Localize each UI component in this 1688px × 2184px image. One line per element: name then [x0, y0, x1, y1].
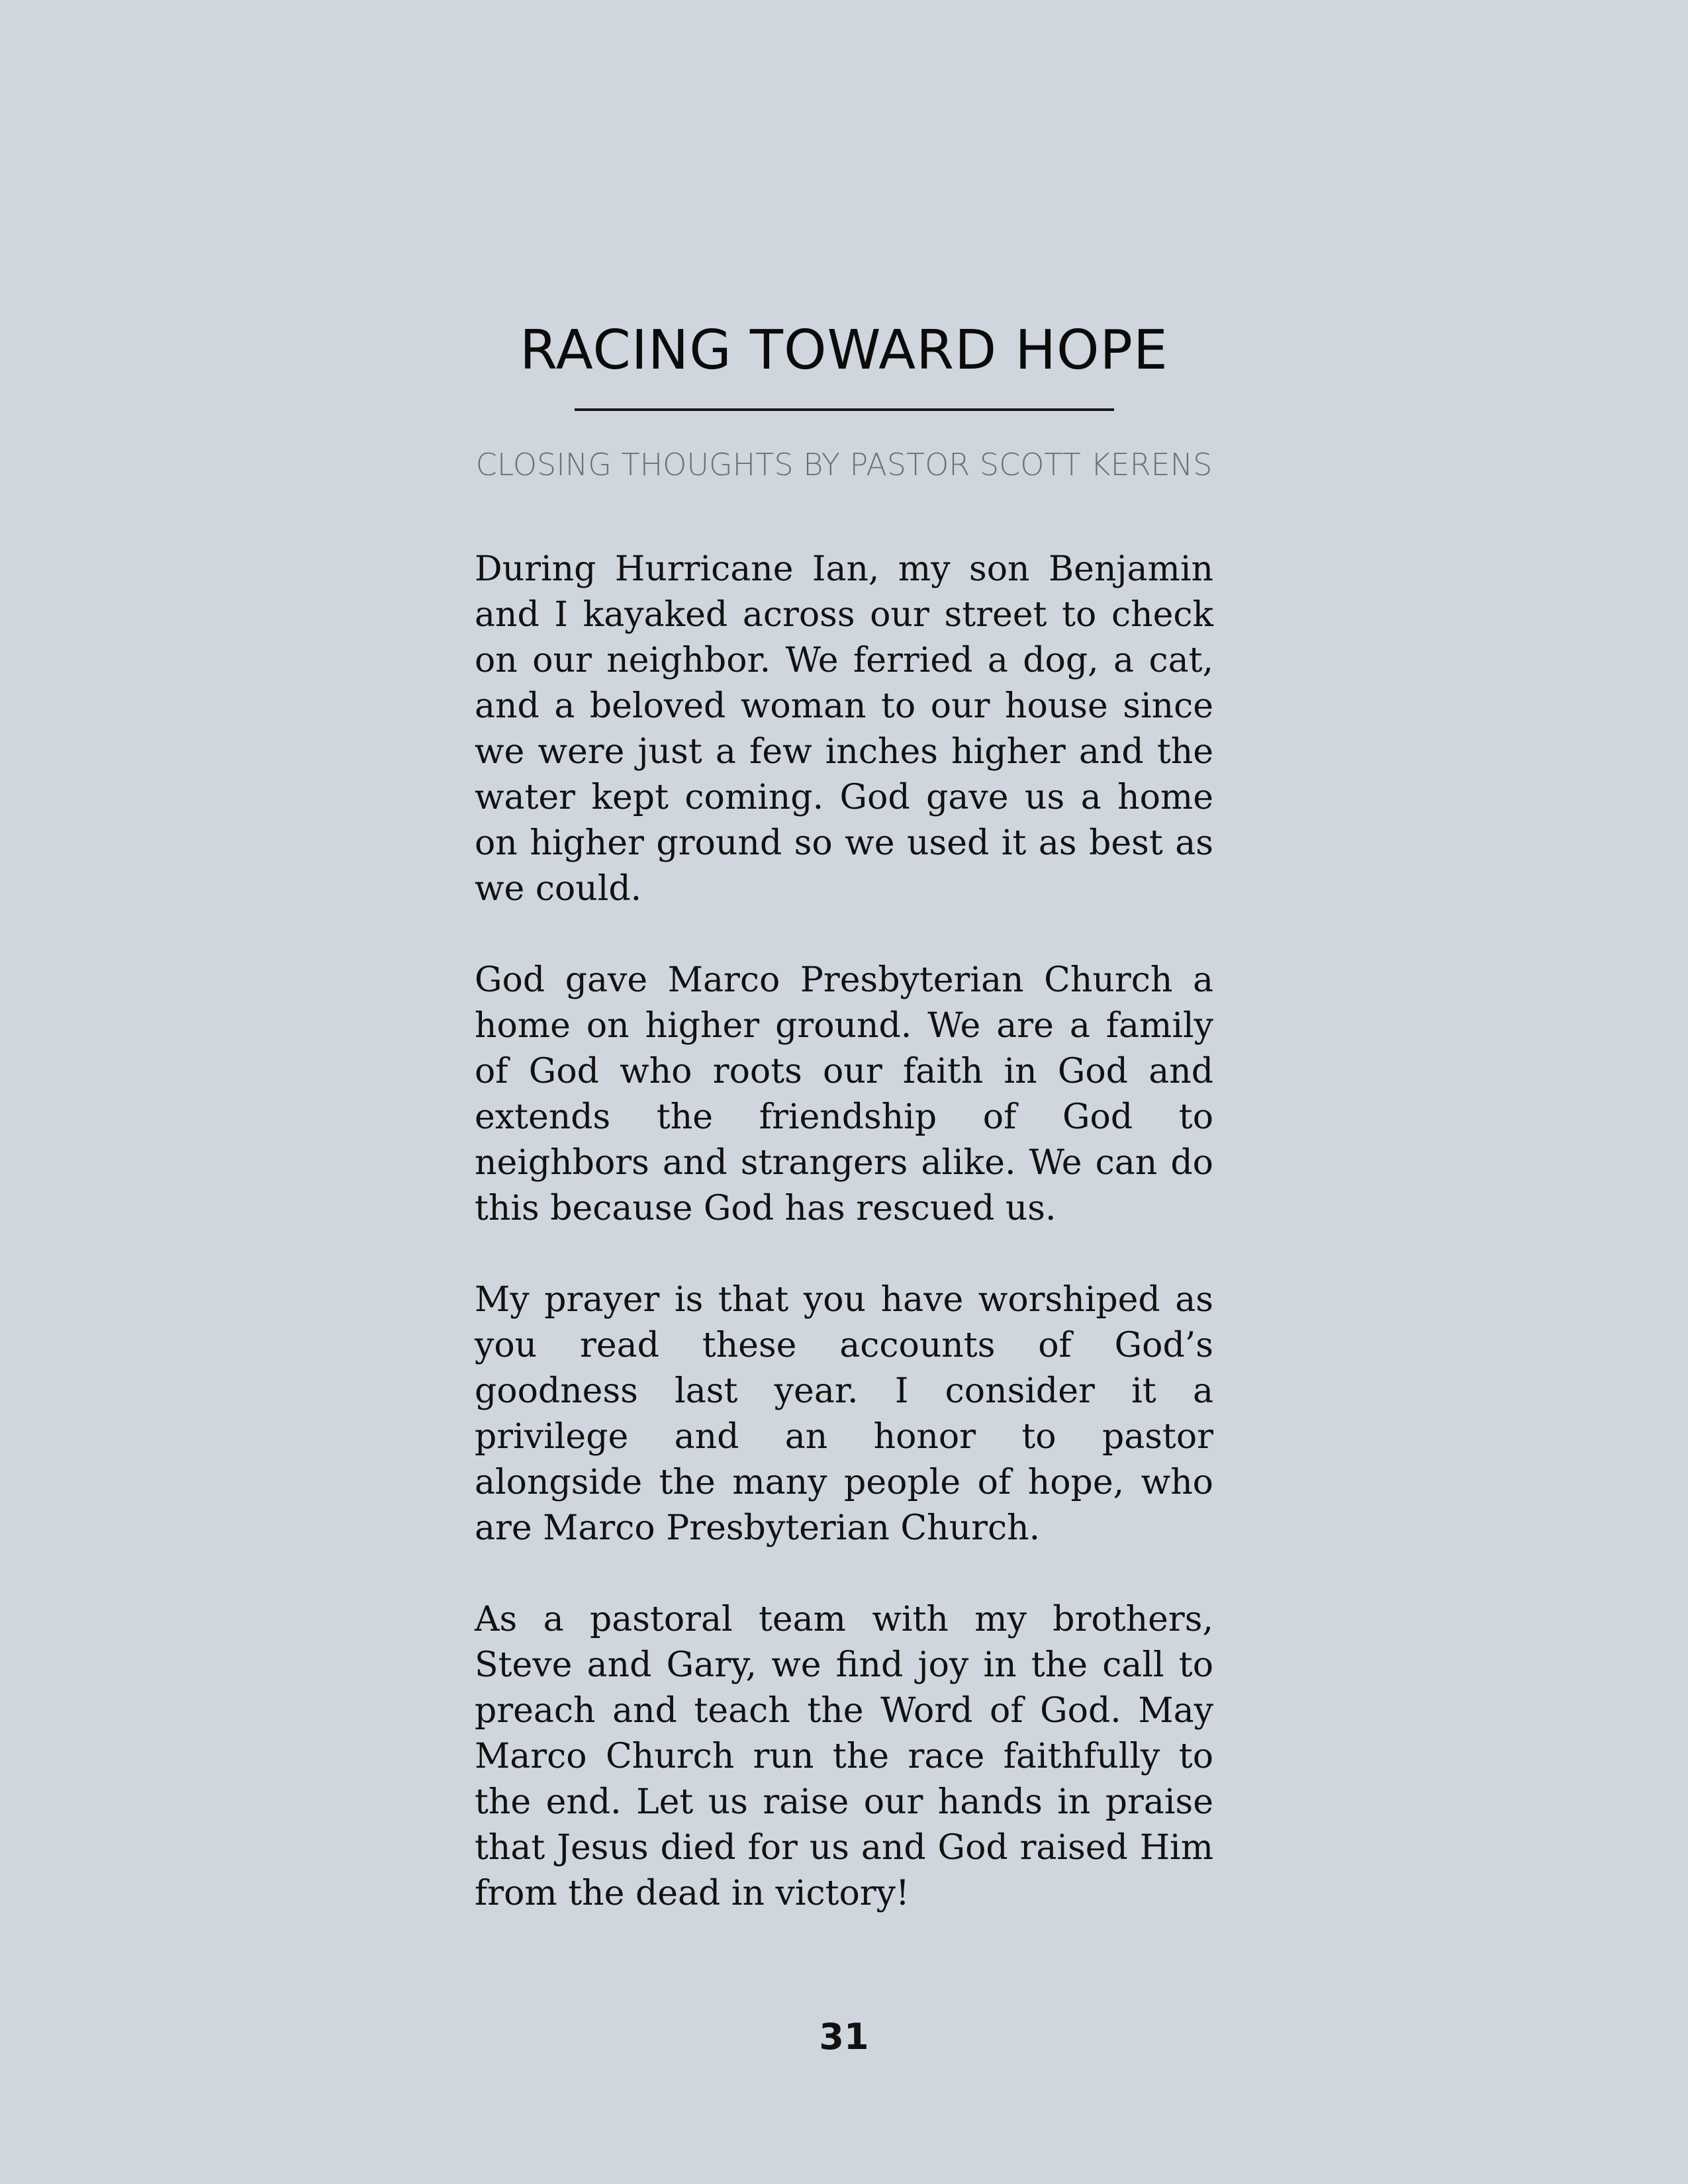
page-subtitle: CLOSING THOUGHTS BY PASTOR SCOTT KERENS — [475, 447, 1213, 482]
page-number: 31 — [819, 2016, 869, 2058]
paragraph: As a pastoral team with my brothers, Steve and Gary, we find joy in the call to preach and teach the Word of God. May Marco Church run the race faithfully to the end. Let us raise our hands in praise that Jesus died for us and God raised Him from the dead in victory! — [475, 1600, 1213, 1913]
title-divider — [575, 408, 1114, 411]
article-body — [475, 547, 1213, 1962]
paragraph: God gave Marco Presbyterian Church a home on higher ground. We are a family of God who roots our faith in God and extends the friendship of God to neighbors and strangers alike. We can do this because God has rescued us. — [475, 960, 1213, 1228]
paragraph: My prayer is that you have worshiped as you read these accounts of God’s goodness last year. I consider it a privilege and an honor to pastor alongside the many people of hope, who are Marco Presbyterian Church. — [475, 1280, 1213, 1548]
paragraph: During Hurricane Ian, my son Benjamin and I kayaked across our street to check on our neighbor. We ferried a dog, a cat, and a beloved woman to our house since we were just a few inches higher and the water kept coming. God gave us a home on higher ground so we used it as best as we could. — [475, 549, 1213, 909]
page-title: RACING TOWARD HOPE — [520, 319, 1168, 382]
